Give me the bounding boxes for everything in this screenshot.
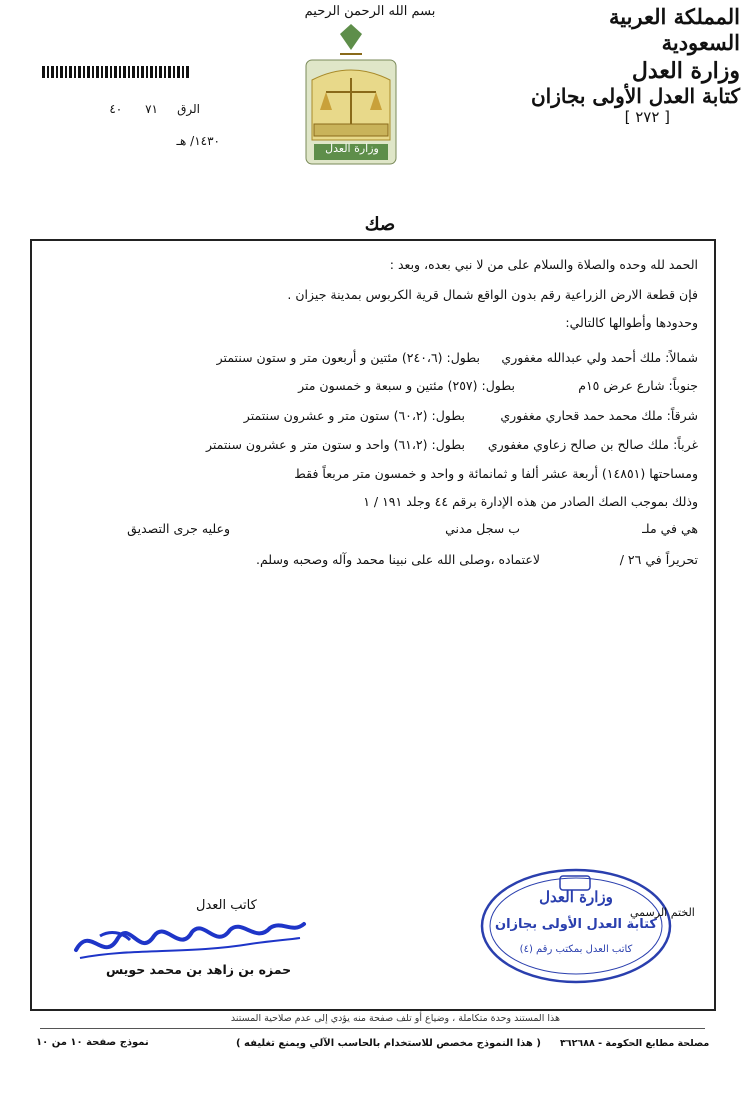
writer-title: كاتب العدل xyxy=(196,898,257,913)
barcode-icon xyxy=(42,66,190,78)
ref-value: ٤٠ xyxy=(109,102,123,116)
writer-name: حمزه بن زاهد بن محمد حويس xyxy=(106,962,292,977)
ministry-name: وزارة العدل xyxy=(631,58,740,84)
north-owner: شمالاً: ملك أحمد ولي عبدالله مغفوري xyxy=(501,350,698,365)
reference-number xyxy=(80,102,200,116)
footer-note: هذا المستند وحدة متكاملة ، وضياع أو تلف صفحة منه يؤدي إلى عدم صلاحية المستند xyxy=(230,1013,560,1024)
document-title: صك xyxy=(364,214,396,235)
bounds-intro-line: وحدودها وأطوالها كالتالي: xyxy=(565,315,698,330)
south-owner: جنوباً: شارع عرض ١٥م xyxy=(578,378,698,393)
kingdom-name: المملكة العربية السعودية xyxy=(608,4,740,55)
footer-divider xyxy=(40,1028,705,1029)
stamp-label: الختم الرسمي xyxy=(630,906,695,919)
basis-line: وذلك بموجب الصك الصادر من هذه الإدارة برقم ٤٤ وجلد ١٩١ / ١ xyxy=(363,494,698,509)
dated-end: لاعتماده ،وصلى الله على نبينا محمد وآله وصحبه وسلم. xyxy=(256,552,540,567)
west-length: بطول: (٦١،٢) واحد و ستون متر و عشرون سنتمتر xyxy=(206,437,465,452)
ownership-end: وعليه جرى التصديق xyxy=(127,521,230,536)
east-owner: شرقاً: ملك محمد حمد قحاري مغفوري xyxy=(500,408,698,423)
north-length: بطول: (٢٤٠،٦) مئتين و أربعون متر و ستون سنتمتر xyxy=(216,350,480,365)
west-owner: غرباً: ملك صالح بن صالح زعاوي مغفوري xyxy=(487,437,698,452)
office-number: [ ٢٧٢ ] xyxy=(624,108,670,126)
east-length: بطول: (٦٠،٢) ستون متر و عشرون سنتمتر xyxy=(243,408,465,423)
official-stamp-icon xyxy=(478,866,674,986)
emblem-caption: وزارة العدل xyxy=(325,142,379,155)
area-line: ومساحتها (١٤٨٥١) أربعة عشر ألفا و ثمانمائة و واحد و خمسون متر مربعاً فقط xyxy=(294,466,698,481)
intro-line: فإن قطعة الارض الزراعية رقم بدون الواقع شمال قرية الكربوس بمدينة جيزان . xyxy=(287,287,698,302)
ministry-header xyxy=(530,4,740,126)
stamp-sub: كاتب العدل بمكتب رقم (٤) xyxy=(519,944,633,955)
dated-start: تحريراً في ٢٦ / xyxy=(619,552,698,567)
office-name: كتابة العدل الأولى بجازان xyxy=(530,84,740,108)
ref-value: ٧١ xyxy=(145,102,158,116)
stamp-office: كتابة العدل الأولى بجازان xyxy=(495,917,657,932)
form-code: نموذج صفحة ١٠ من ١٠ xyxy=(36,1037,149,1048)
basmala: بسم الله الرحمن الرحيم xyxy=(304,4,436,19)
print-info: مصلحة مطابع الحكومة - ٣٦٢٦٨٨ xyxy=(560,1038,710,1049)
opening-line: الحمد لله وحده والصلاة والسلام على من لا نبي بعده، وبعد : xyxy=(389,257,698,272)
stamp-ministry: وزارة العدل xyxy=(539,888,613,906)
ref-label: الرق xyxy=(177,102,200,116)
usage-note: ( هذا النموذج مخصص للاستخدام بالحاسب الآلي ويمنع تغليفه ) xyxy=(236,1038,541,1049)
south-length: بطول: (٢٥٧) مئتين و سبعة و خمسون متر xyxy=(298,378,515,393)
hijri-date: ١٤٣٠/ هـ xyxy=(176,134,220,148)
ownership-start: هي في ملـ xyxy=(642,521,698,536)
ownership-middle: ب سجل مدني xyxy=(445,521,520,536)
